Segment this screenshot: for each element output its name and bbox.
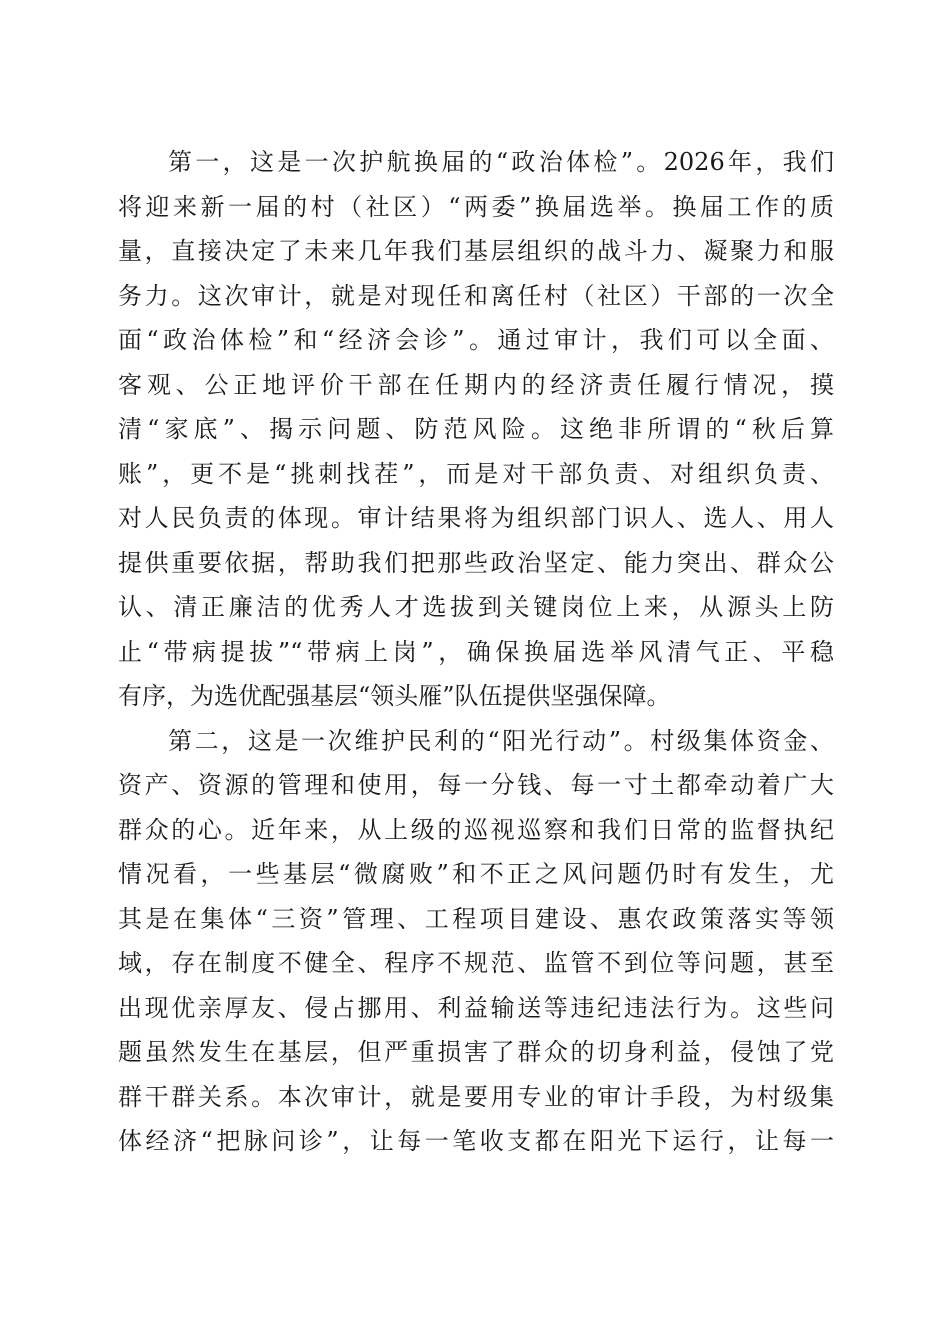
- paragraph-1-line: 量，直接决定了未来几年我们基层组织的战斗力、凝聚力和服: [118, 237, 834, 265]
- paragraph-1-line: 对人民负责的体现。审计结果将为组织部门识人、选人、用人: [118, 504, 834, 532]
- paragraph-1-line: 有序，为选优配强基层“领头雁”队伍提供坚强保障。: [118, 682, 671, 710]
- paragraph-1-line: 认、清正廉洁的优秀人才选拔到关键岗位上来，从源头上防: [118, 593, 834, 621]
- paragraph-2-line: 域，存在制度不健全、程序不规范、监管不到位等问题，甚至: [118, 949, 834, 977]
- paragraph-2-line: 情况看，一些基层“微腐败”和不正之风问题仍时有发生，尤: [118, 860, 834, 888]
- paragraph-2-line: 题虽然发生在基层，但严重损害了群众的切身利益，侵蚀了党: [118, 1038, 834, 1066]
- paragraph-1-line: 清“家底”、揭示问题、防范风险。这绝非所谓的“秋后算: [118, 415, 834, 443]
- paragraph-2-line: 第二，这是一次维护民利的“阳光行动”。村级集体资金、: [168, 726, 834, 755]
- paragraph-1-line: 止“带病提拔”“带病上岗”，确保换届选举风清气正、平稳: [118, 637, 834, 666]
- paragraph-1-line: 提供重要依据，帮助我们把那些政治坚定、能力突出、群众公: [118, 548, 834, 577]
- paragraph-1-line: 客观、公正地评价干部在任期内的经济责任履行情况，摸: [118, 370, 834, 399]
- paragraph-2-line: 群干群关系。本次审计，就是要用专业的审计手段，为村级集: [118, 1082, 834, 1111]
- paragraph-1-line: 面“政治体检”和“经济会诊”。通过审计，我们可以全面、: [118, 326, 834, 354]
- paragraph-2-line: 其是在集体“三资”管理、工程项目建设、惠农政策落实等领: [118, 904, 834, 933]
- body-text: [118, 140, 834, 1164]
- paragraph-1-line: 将迎来新一届的村（社区）“两委”换届选举。换届工作的质: [118, 192, 834, 221]
- paragraph-2-line: 群众的心。近年来，从上级的巡视巡察和我们日常的监督执纪: [118, 815, 834, 844]
- paragraph-2-line: 资产、资源的管理和使用，每一分钱、每一寸土都牵动着广大: [118, 771, 834, 799]
- paragraph-2-line: 体经济“把脉问诊”，让每一笔收支都在阳光下运行，让每一: [118, 1127, 834, 1155]
- paragraph-1-line: 务力。这次审计，就是对现任和离任村（社区）干部的一次全: [118, 281, 834, 310]
- paragraph-2-line: 出现优亲厚友、侵占挪用、利益输送等违纪违法行为。这些问: [118, 993, 834, 1022]
- paragraph-1-line: 账”，更不是“挑刺找茬”，而是对干部负责、对组织负责、: [118, 459, 834, 488]
- paragraph-1-line: 第一，这是一次护航换届的“政治体检”。2026年，我们: [168, 148, 834, 176]
